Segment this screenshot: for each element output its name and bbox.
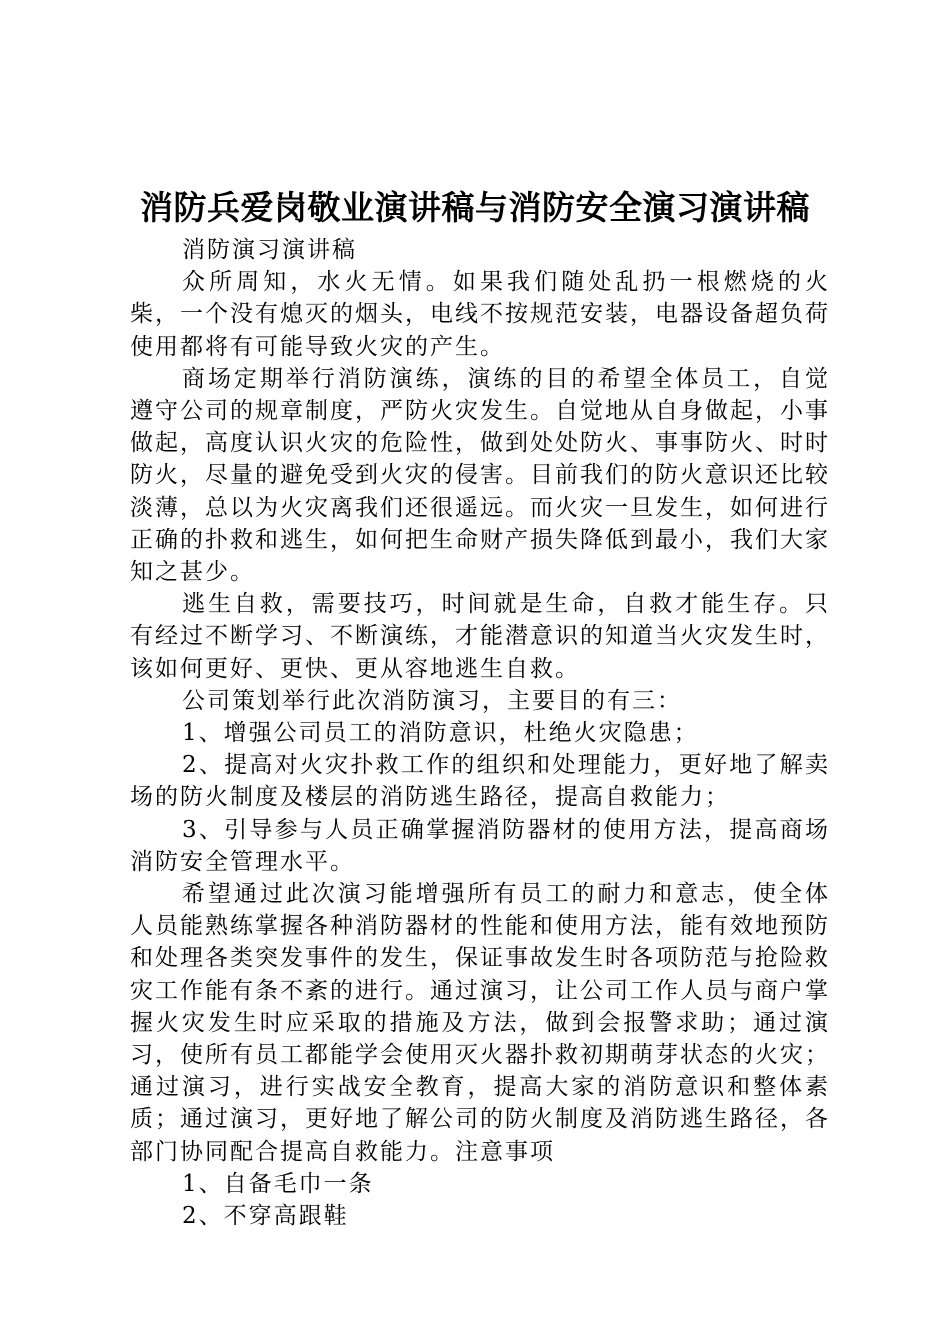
list-item-objective-1: 1、增强公司员工的消防意识，杜绝火灾隐患； bbox=[182, 720, 699, 747]
list-item-note-2: 2、不穿高跟鞋 bbox=[182, 1203, 349, 1230]
paragraph-drill-purpose: 商场定期举行消防演练，演练的目的希望全体员工，自觉遵守公司的规章制度，严防火灾发生。自觉地从自身做起，小事做起，高度认识火灾的危险性，做到处处防火、事事防火、时时防火，尽量的避免受到火灾的侵害。目前我们的防火意识还比较淡薄，总以为火灾离我们还很遥远。而火灾一旦发生，如何进行正确的扑救和逃生，如何把生命财产损失降低到最小，我们大家知之甚少。 bbox=[130, 365, 830, 586]
list-item-objective-2: 2、提高对火灾扑救工作的组织和处理能力，更好地了解卖场的防火制度及楼层的消防逃生路径，提高自救能力； bbox=[130, 752, 830, 811]
paragraph-hopes: 希望通过此次演习能增强所有员工的耐力和意志，使全体人员能熟练掌握各种消防器材的性能和使用方法，能有效地预防和处理各类突发事件的发生，保证事故发生时各项防范与抢险救灾工作能有条不紊的进行。通过演习，让公司工作人员与商户掌握火灾发生时应采取的措施及方法，做到会报警求助；通过演习，使所有员工都能学会使用灭火器扑救初期萌芽状态的火灾；通过演习，进行实战安全教育，提高大家的消防意识和整体素质；通过演习，更好地了解公司的防火制度及消防逃生路径，各部门协同配合提高自救能力。注意事项 bbox=[130, 881, 830, 1165]
paragraph-self-rescue: 逃生自救，需要技巧，时间就是生命，自救才能生存。只有经过不断学习、不断演练，才能潜意识的知道当火灾发生时，该如何更好、更快、更从容地逃生自救。 bbox=[130, 591, 830, 682]
document-title: 消防兵爱岗敬业演讲稿与消防安全演习演讲稿 bbox=[140, 188, 810, 227]
document-subtitle: 消防演习演讲稿 bbox=[182, 237, 357, 263]
paragraph-intro: 众所周知，水火无情。如果我们随处乱扔一根燃烧的火柴，一个没有熄灭的烟头，电线不按规范安装，电器设备超负荷使用都将有可能导致火灾的产生。 bbox=[130, 269, 830, 360]
document-body bbox=[130, 234, 830, 1232]
list-item-note-1: 1、自备毛巾一条 bbox=[182, 1170, 374, 1197]
paragraph-objectives-intro: 公司策划举行此次消防演习，主要目的有三： bbox=[182, 687, 682, 714]
list-item-objective-3: 3、引导参与人员正确掌握消防器材的使用方法，提高商场消防安全管理水平。 bbox=[130, 816, 830, 875]
